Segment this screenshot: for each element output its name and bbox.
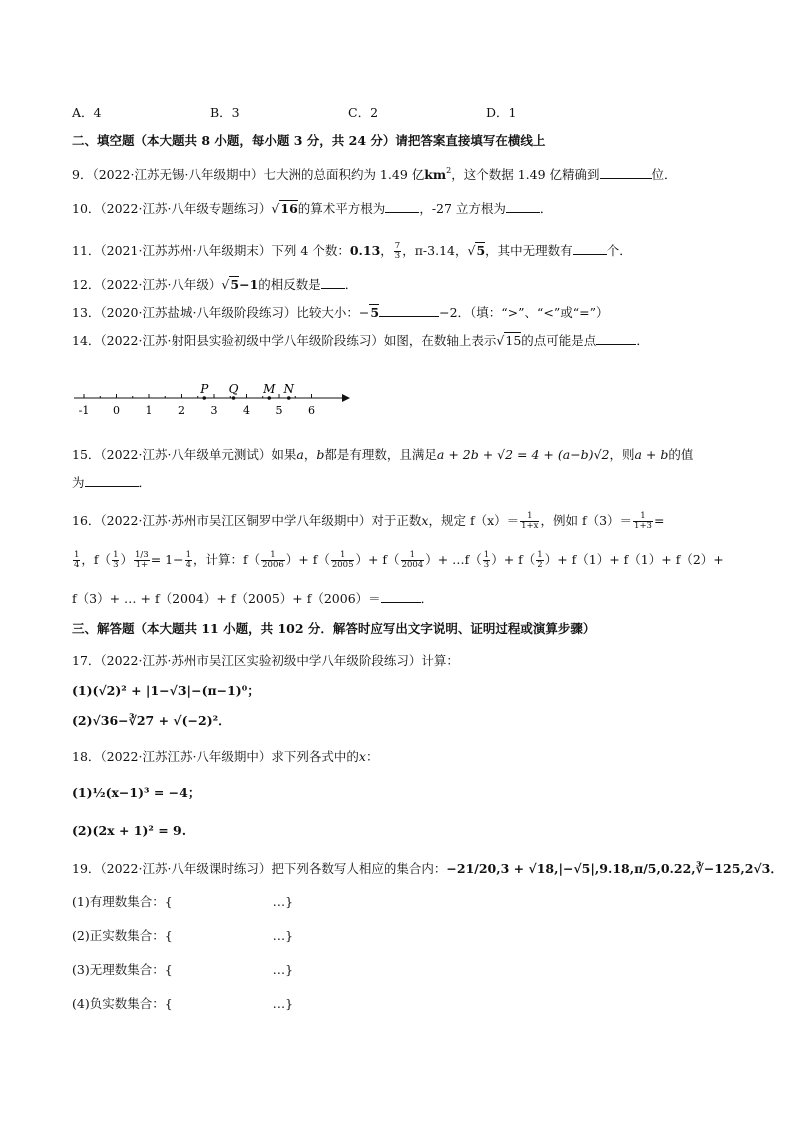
q16-f2-num: 1 (537, 550, 543, 560)
question-19 (72, 860, 783, 878)
question-16-line-3 (72, 590, 433, 608)
q10-blank-2[interactable] (506, 200, 540, 213)
number-line-point-label-P: P (200, 382, 209, 396)
q10-radicand: 16 (280, 201, 298, 216)
q16-l3: f（3）+ … + f（2004）+ f（2005）+ f（2006）＝ (72, 591, 381, 606)
number-line-point-label-N: N (283, 382, 294, 396)
q16-f2006-den: 2006 (262, 560, 284, 570)
section-2-header: 二、填空题（本大题共 8 小题，每小题 3 分，共 24 分）请把答案直接填写在横线上 (72, 133, 546, 148)
number-line-tick-label: 1 (145, 404, 153, 417)
q16-lead: 16．（2022·江苏·苏州市吴江区铜罗中学八年级期中）对于正数 (72, 513, 422, 528)
set-row (72, 960, 293, 978)
number-line-arrow-icon (342, 394, 350, 402)
q15-blank[interactable] (85, 474, 139, 487)
q17-part-1: (1)(√2)² + |1−√3|−(π−1)⁰； (72, 683, 260, 698)
number-line-point-M (267, 396, 271, 400)
q9-end: 位． (651, 167, 677, 182)
set-label: (1)有理数集合：{ (72, 894, 173, 909)
question-16-line-2: $\frac{1}{4}$ ，f（ $\frac{1}{3}$ ） $\frac{1/3}{1+}$ = 1− $\frac{1}{4}$ ，计算：f（ $\frac{1}{2006}$ ）+ f（ $\frac{1}{2005}$ ）+ f（ $\frac{1}{2004}$ ）+ …f（ $\frac{1}{3}$ ）+ f（ $\frac{1}{2}$ ）+ f（1）+ f（1）+ f（2）+ (74, 550, 724, 570)
q19-lead: 19．（2022·江苏·八年级课时练习）把下列各数写人相应的集合内： (72, 861, 447, 876)
set-label: (3)无理数集合：{ (72, 962, 173, 977)
q16-r-den: 4 (185, 560, 191, 570)
q16-f2004-num: 1 (401, 551, 425, 561)
set-end: …} (272, 894, 294, 909)
option-a: A．4 (72, 105, 102, 120)
q16-third-den: 3 (113, 560, 119, 570)
q15-a-plus-b: a + b (634, 447, 669, 462)
set-end: …} (272, 996, 294, 1011)
q14-radicand: 15 (505, 333, 522, 348)
question-9: 9．（2022·江苏无锡·八年级期中）七大洲的总面积约为 1.49 亿$km^2$，这个数据 1.49 亿精确到 位． (72, 166, 677, 182)
question-12: 12．（2022·江苏·八年级）√5−1的相反数是 ． (72, 277, 358, 292)
number-line-tick-label: 2 (178, 404, 185, 417)
q9-blank[interactable] (600, 166, 652, 179)
q12-blank[interactable] (321, 276, 345, 289)
q16-l2b: ） (120, 552, 133, 567)
q10-blank-1[interactable] (385, 200, 419, 213)
q16-l2h: ）+ f（ (491, 552, 536, 567)
q11-sep1: ， (380, 243, 393, 258)
q10-mid2: ，-27 立方根为 (419, 201, 506, 216)
q13-radicand: 5 (370, 305, 380, 320)
q16-example: ，例如 f（3）＝ (540, 513, 633, 528)
question-16: 16．（2022·江苏·苏州市吴江区铜罗中学八年级期中）对于正数x，规定 f（x）＝ $\frac{1}{1+x}$ ，例如 f（3）＝ $\frac{1}{1+3}$ = (72, 511, 665, 531)
question-15-line-2 (72, 474, 151, 492)
q11-repeating-decimal: 0.13 (349, 243, 381, 258)
question-17: 17．（2022·江苏·苏州市吴江区实验初级中学八年级阶段练习）计算： (72, 653, 459, 668)
q12-mid: −1 (239, 277, 259, 292)
q16-def-den: 1+x (521, 521, 539, 531)
q9-unit: km (424, 167, 447, 182)
section-3-header: 三、解答题（本大题共 11 小题，共 102 分．解答时应写出文字说明、证明过程或演算步骤） (72, 621, 596, 636)
q16-f3-den: 3 (483, 560, 490, 570)
q16-l2a: ，f（ (81, 552, 112, 567)
q11-sep2: ，π-3.14， (402, 243, 468, 258)
q9-tail: ，这个数据 1.49 亿精确到 (451, 167, 600, 182)
number-line-tick-label: -1 (78, 404, 90, 417)
q16-nested-den: 1+ (135, 560, 149, 570)
q11-blank[interactable] (573, 242, 607, 255)
q19-numbers: −21/20,3 + √18,|−√5|,9.18,π/5,0.22,∛−125,2√3． (446, 861, 783, 876)
q16-quarter-num: 1 (74, 550, 80, 560)
q10-mid: 的算术平方根为 (297, 201, 386, 216)
q18-lead: 18．（2022·江苏江苏·八年级期中）求下列各式中的 (72, 749, 359, 764)
number-line-point-label-M: M (263, 382, 276, 396)
question-11: 11．（2021·江苏苏州·八年级期末）下列 4 个数：0.13， $\frac{7}{3}$ ，π-3.14，√5，其中无理数有 个． (72, 241, 632, 261)
q12-end: ． (344, 277, 358, 292)
q14-end: ． (636, 333, 649, 348)
q11-frac-den: 3 (394, 251, 401, 261)
q18-x: x (358, 749, 366, 764)
question-13 (72, 304, 609, 322)
set-row (72, 994, 293, 1012)
q14-lead: 14．（2022·江苏·射阳县实验初级中学八年级阶段练习）如图，在数轴上表示 (72, 333, 497, 348)
number-line-point-P (202, 396, 206, 400)
q16-f2-den: 2 (537, 560, 543, 570)
q16-r-num: 1 (185, 550, 191, 560)
q13-mid: −2．（填：“>”、“<”或“=”） (439, 305, 609, 320)
q16-l2c: = 1− (150, 552, 184, 567)
number-line-point-N (287, 396, 291, 400)
q16-end: ． (420, 591, 434, 606)
q15-equation: a + 2b + √2 = 4 + (a−b)√2 (436, 447, 610, 462)
set-label: (2)正实数集合：{ (72, 928, 173, 943)
q16-def-num: 1 (520, 512, 539, 522)
option-d: D．1 (486, 105, 517, 120)
q12-lead: 12．（2022·江苏·八年级） (72, 277, 222, 292)
number-line-point-label-Q: Q (228, 382, 239, 396)
q11-radicand: 5 (476, 243, 486, 258)
q15-mid: 都是有理数，且满足 (324, 447, 437, 462)
q10-end: ． (539, 201, 553, 216)
q16-f3-num: 1 (483, 550, 490, 560)
q15-sep: ， (303, 447, 317, 462)
number-line (72, 378, 352, 426)
question-14: 14．（2022·江苏·射阳县实验初级中学八年级阶段练习）如图，在数轴上表示√15的点可能是点 ． (72, 333, 649, 348)
q16-l2d: ，计算：f（ (192, 552, 261, 567)
q11-fraction (394, 242, 401, 261)
set-end: …} (272, 928, 294, 943)
q16-eg-den: 1+3 (634, 521, 652, 531)
q12-tail: 的相反数是 (258, 277, 321, 292)
set-label: (4)负实数集合：{ (72, 996, 173, 1011)
q18-end: ： (365, 749, 379, 764)
q15-end2: ． (138, 475, 152, 490)
q16-l2e: ）+ f（ (285, 552, 330, 567)
q16-x: x (421, 513, 429, 528)
q18-part-2: (2)(2x + 1)² = 9. (72, 823, 187, 838)
q15-a: a (296, 447, 304, 462)
set-end: …} (272, 962, 294, 977)
q18-part-1: (1)½(x−1)³ = −4； (72, 785, 201, 800)
q15-end: 的值 (668, 447, 694, 462)
q11-lead: 11．（2021·江苏苏州·八年级期末）下列 4 个数： (72, 243, 350, 258)
q13-lead: 13．（2020·江苏盐城·八年级阶段练习）比较大小：− (72, 305, 370, 320)
q16-eg-num: 1 (633, 512, 653, 522)
q10-lead: 10．（2022·江苏·八年级专题练习） (72, 201, 272, 216)
option-b: B．3 (210, 105, 240, 120)
q15-tail: ，则 (609, 447, 635, 462)
question-15 (72, 446, 693, 464)
q9-lead: 9．（2022·江苏无锡·八年级期中）七大洲的总面积约为 1.49 亿 (72, 167, 425, 182)
question-18 (72, 748, 379, 766)
q11-frac-num: 7 (394, 241, 401, 251)
q16-f2005-num: 1 (331, 551, 355, 561)
q16-def: ，规定 f（x）＝ (428, 513, 520, 528)
set-row (72, 892, 293, 910)
number-line-tick-label: 0 (113, 404, 120, 417)
q14-tail: 的点可能是点 (521, 333, 597, 348)
q14-blank[interactable] (596, 332, 636, 345)
q15-b: b (316, 447, 325, 462)
number-line-tick-label: 3 (210, 404, 218, 417)
q11-end: 个． (606, 243, 632, 258)
q16-f2004-den: 2004 (401, 560, 424, 570)
q12-radicand: 5 (230, 277, 240, 292)
q17-part-2: (2)√36−∛27 + √(−2)²． (72, 713, 231, 728)
q16-f2006-num: 1 (261, 551, 285, 561)
q16-quarter-den: 4 (74, 560, 80, 570)
q16-l2i: ）+ f（1）+ f（1）+ f（2）+ (544, 552, 724, 567)
number-line-tick-label: 6 (308, 404, 315, 417)
q8-options (72, 104, 516, 122)
number-line-tick-label: 4 (243, 404, 250, 417)
q16-l2f: ）+ f（ (355, 552, 400, 567)
q13-blank[interactable] (379, 304, 439, 317)
number-line-point-Q (232, 396, 236, 400)
option-c: C．2 (348, 105, 379, 120)
number-line-tick-label: 5 (275, 404, 283, 417)
q16-f2005-den: 2005 (331, 560, 354, 570)
set-row (72, 926, 293, 944)
q11-tail: ，其中无理数有 (485, 243, 573, 258)
q16-blank[interactable] (381, 590, 421, 603)
q16-l2g: ）+ …f（ (425, 552, 482, 567)
question-10: 10．（2022·江苏·八年级专题练习）√16的算术平方根为 ，-27 立方根为 ． (72, 201, 553, 216)
q15-lead: 15．（2022·江苏·八年级单元测试）如果 (72, 447, 297, 462)
q16-third-num: 1 (113, 550, 119, 560)
q15-line2: 为 (72, 475, 85, 490)
